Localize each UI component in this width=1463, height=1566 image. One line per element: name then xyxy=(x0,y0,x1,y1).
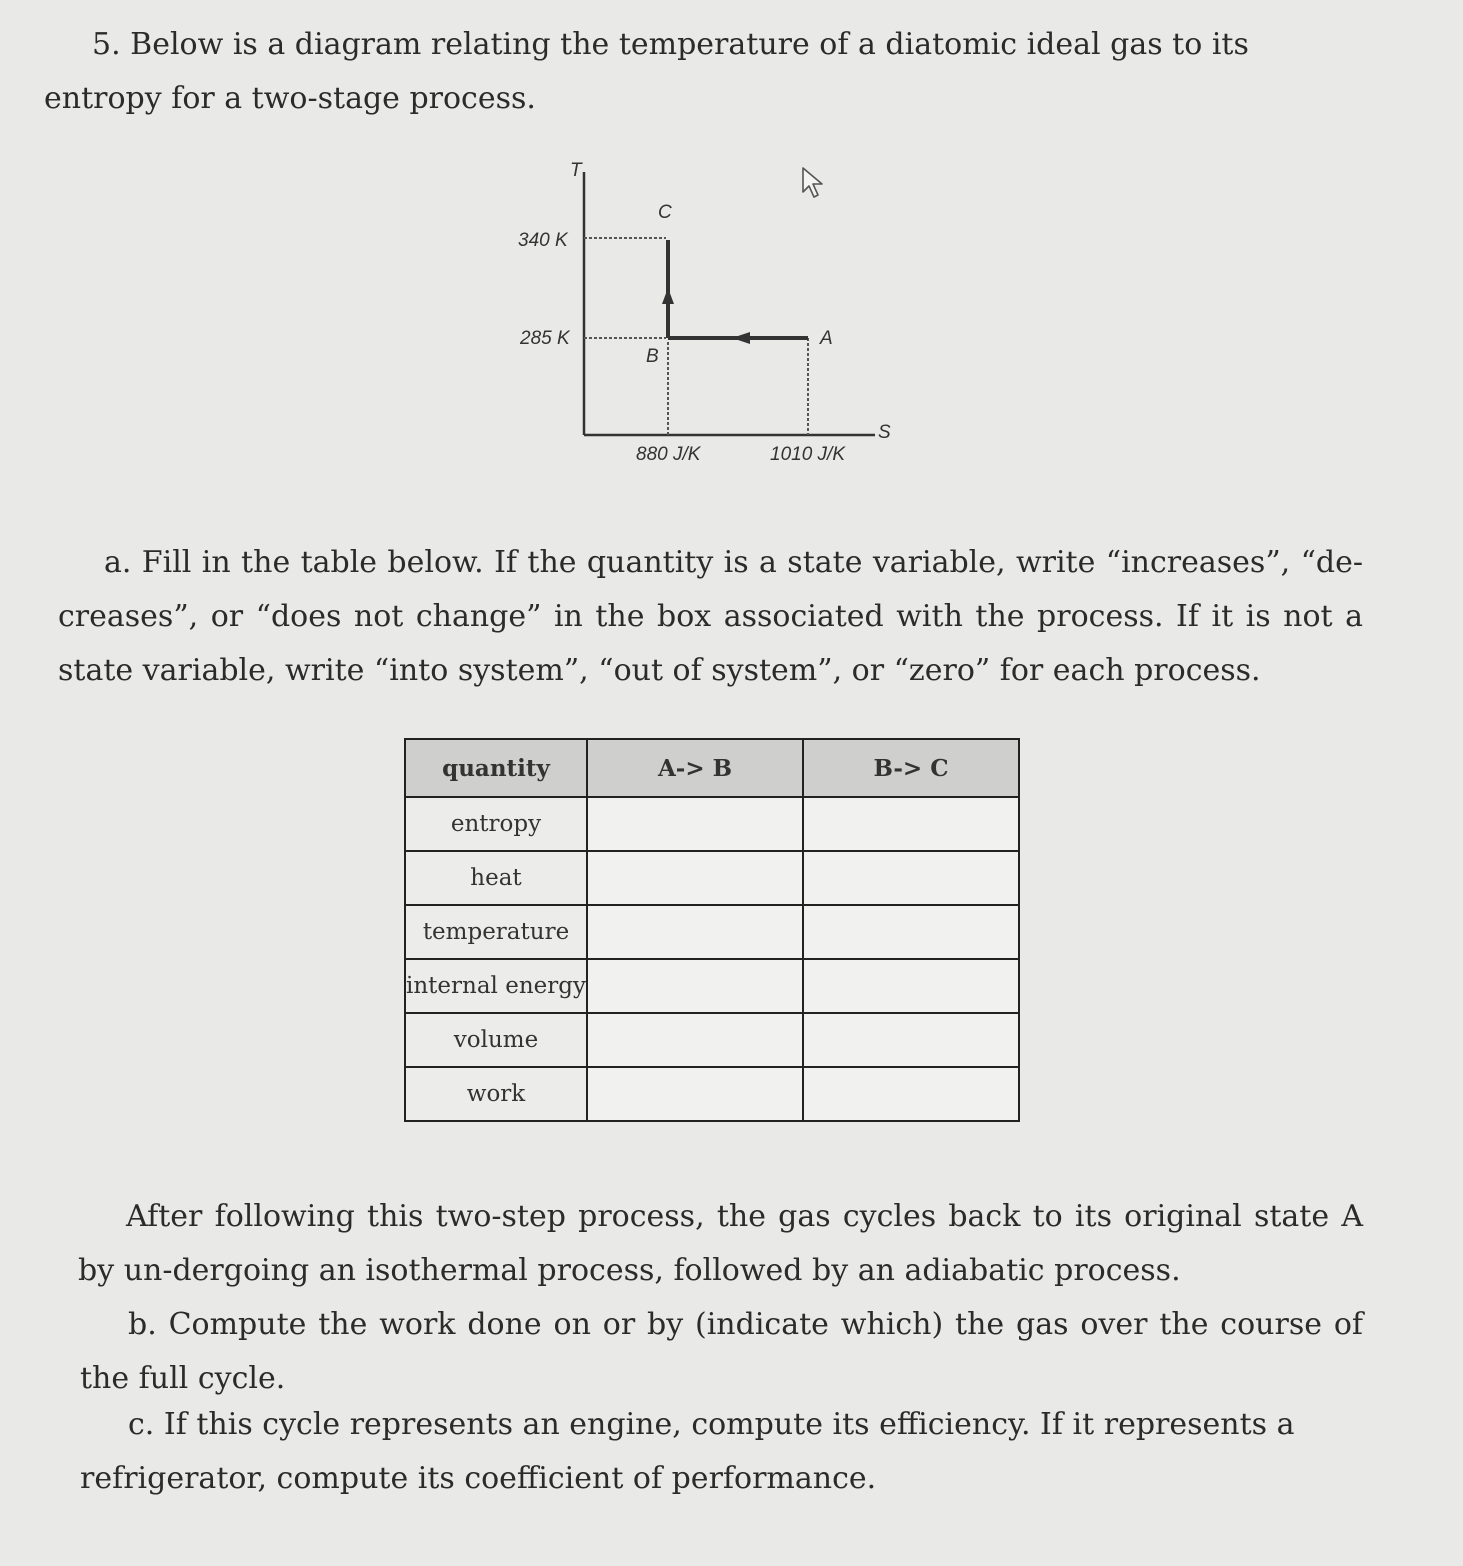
table-row xyxy=(405,851,1019,905)
temperature-entropy-diagram xyxy=(500,150,920,470)
header-b-to-c: B-> C xyxy=(803,739,1019,797)
answer-cell-a-to-b[interactable] xyxy=(587,905,803,959)
cycle-description: After following this two-step process, the gas cycles back to its original state A by un-dergoing an isothermal process, followed by an adiabatic process. xyxy=(78,1199,1363,1288)
row-label: temperature xyxy=(405,905,587,959)
header-a-to-b: A-> B xyxy=(587,739,803,797)
header-quantity: quantity xyxy=(405,739,587,797)
row-label: volume xyxy=(405,1013,587,1067)
arrow-b-to-c xyxy=(662,288,674,304)
answer-cell-b-to-c[interactable] xyxy=(803,905,1019,959)
t-axis-label: T xyxy=(570,160,582,181)
arrow-a-to-b xyxy=(732,332,750,344)
table-row xyxy=(405,797,1019,851)
mouse-pointer-icon xyxy=(800,166,830,200)
answer-cell-b-to-c[interactable] xyxy=(803,797,1019,851)
row-label: internal energy xyxy=(405,959,587,1013)
point-b-label: B xyxy=(646,346,659,367)
s-b-label: 880 J/K xyxy=(636,444,701,465)
answer-cell-b-to-c[interactable] xyxy=(803,1013,1019,1067)
question-intro: 5. Below is a diagram relating the temperature of a diatomic ideal gas to its entropy for a two-stage process. xyxy=(44,27,1249,116)
table-row xyxy=(405,1067,1019,1121)
row-label: entropy xyxy=(405,797,587,851)
s-a-label: 1010 J/K xyxy=(770,444,845,465)
row-label: heat xyxy=(405,851,587,905)
answer-cell-a-to-b[interactable] xyxy=(587,1067,803,1121)
answer-cell-b-to-c[interactable] xyxy=(803,1067,1019,1121)
t-low-label: 285 K xyxy=(520,328,570,349)
part-a-instructions: a. Fill in the table below. If the quantity is a state variable, write “increases”, “de-creases”, or “does not change” in the box associated with the process. If it is not a state variable, write “into system”, “out of system”, or “zero” for each process. xyxy=(58,545,1363,688)
answer-cell-b-to-c[interactable] xyxy=(803,959,1019,1013)
answer-cell-a-to-b[interactable] xyxy=(587,959,803,1013)
answer-cell-a-to-b[interactable] xyxy=(587,797,803,851)
t-high-label: 340 K xyxy=(518,230,568,251)
part-c-question: c. If this cycle represents an engine, compute its efficiency. If it represents a refrigerator, compute its coefficient of performance. xyxy=(80,1407,1295,1496)
table-row xyxy=(405,1013,1019,1067)
point-c-label: C xyxy=(658,202,672,223)
s-axis-label: S xyxy=(878,422,891,443)
process-table xyxy=(404,738,1020,1122)
answer-cell-a-to-b[interactable] xyxy=(587,851,803,905)
table-row xyxy=(405,959,1019,1013)
point-a-label: A xyxy=(820,328,833,349)
part-b-question: b. Compute the work done on or by (indicate which) the gas over the course of the full cycle. xyxy=(80,1307,1363,1396)
row-label: work xyxy=(405,1067,587,1121)
answer-cell-a-to-b[interactable] xyxy=(587,1013,803,1067)
table-row xyxy=(405,905,1019,959)
answer-cell-b-to-c[interactable] xyxy=(803,851,1019,905)
